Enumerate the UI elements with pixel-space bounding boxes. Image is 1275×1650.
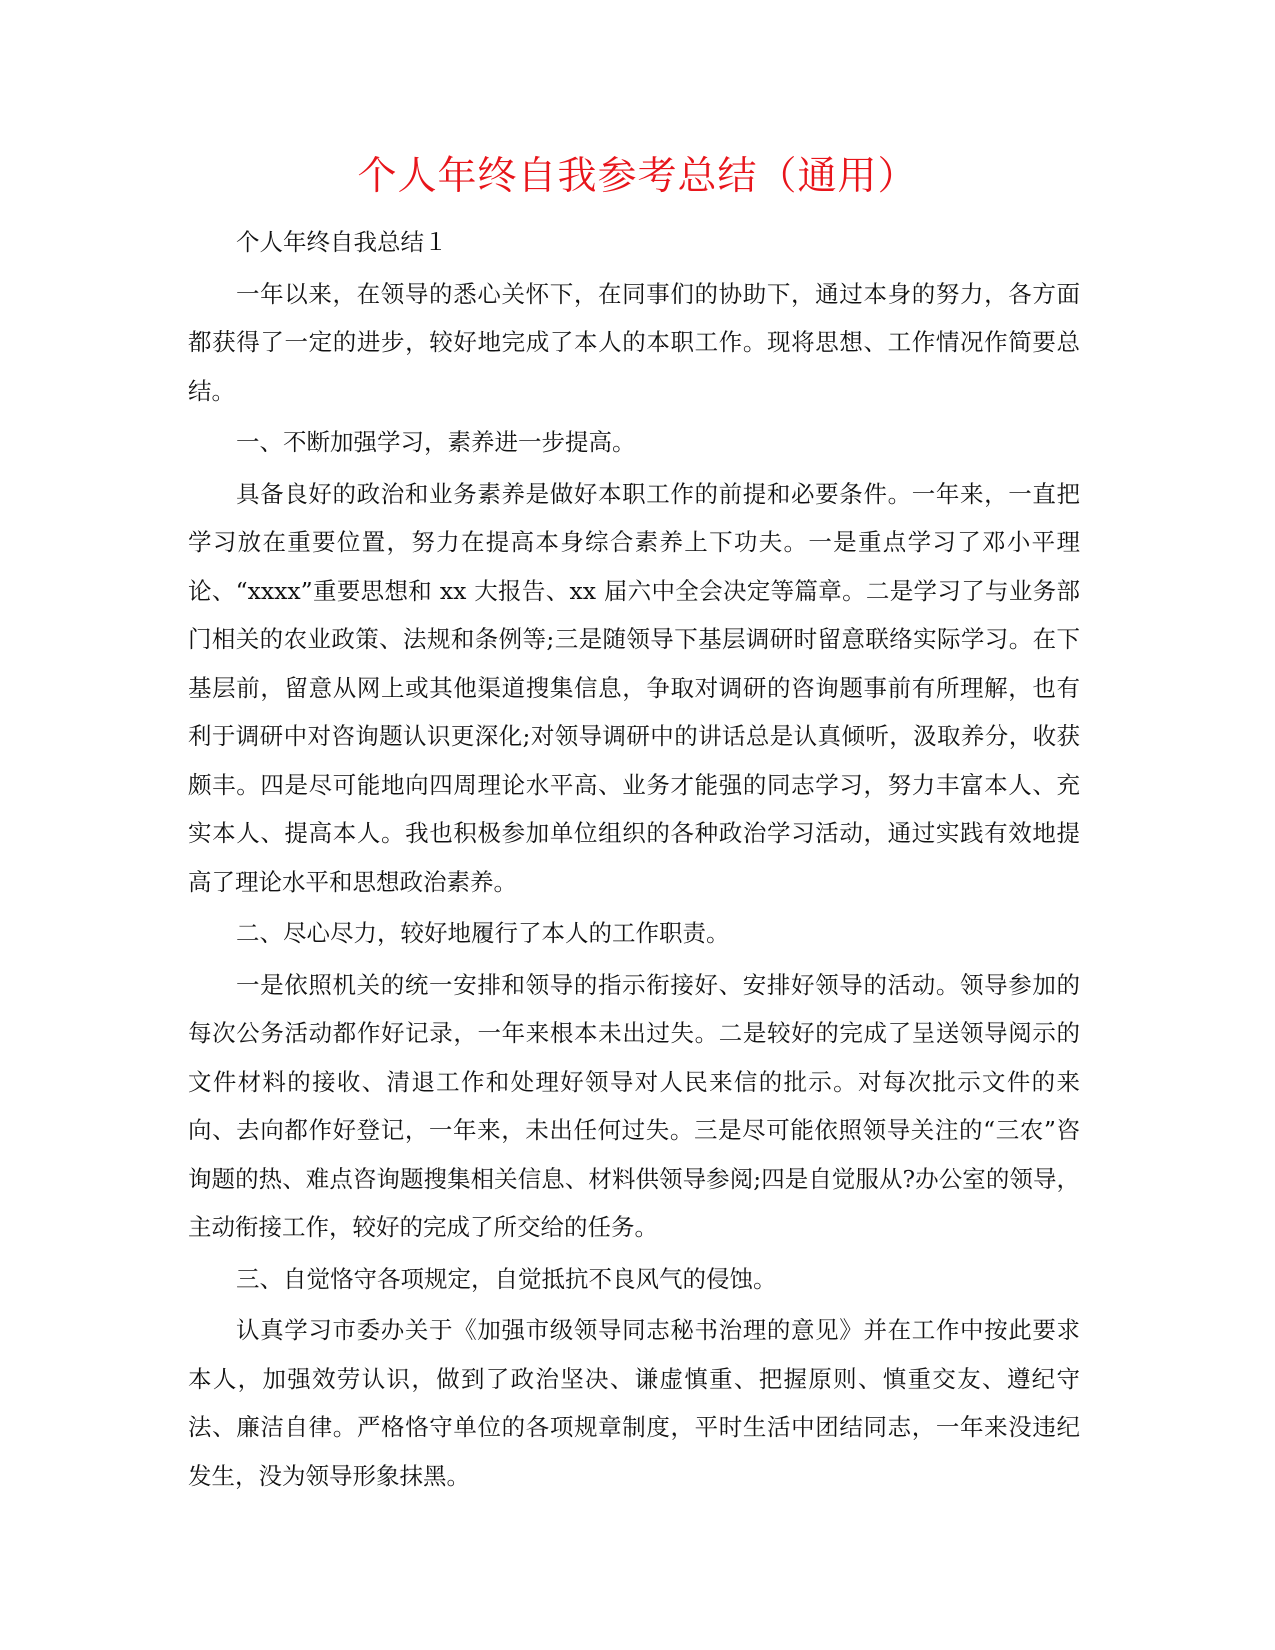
paragraph-heading-duties: 二、尽心尽力，较好地履行了本人的工作职责。 xyxy=(236,919,730,947)
paragraph-duties-body: 一是依照机关的统一安排和领导的指示衔接好、安排好领导的活动。领导参加的每次公务活动都作好记录，一年来根本未出过失。二是较好的完成了呈送领导阅示的文件材料的接收、清退工作和处理好领导对人民来信的批示。对每次批示文件的来向、去向都作好登记，一年来，未出任何过失。三是尽可能依照领导关注的“三农”咨询题的热、难点咨询题搜集相关信息、材料供领导参阅;四是自觉服从?办公室的领导，主动衔接工作，较好的完成了所交给的任务。 xyxy=(188,970,1080,1241)
paragraph-study-body: 具备良好的政治和业务素养是做好本职工作的前提和必要条件。一年来，一直把学习放在重要位置，努力在提高本身综合素养上下功夫。一是重点学习了邓小平理论、“xxxx”重要思想和 xx 大报告、xx 届六中全会决定等篇章。二是学习了与业务部门相关的农业政策、法规和条例等;三是随领导下基层调研时留意联络实际学习。在下基层前，留意从网上或其他渠道搜集信息，争取对调研的咨询题事前有所理解，也有利于调研中对咨询题认识更深化;对领导调研中的讲话总是认真倾听，汲取养分，收获颇丰。四是尽可能地向四周理论水平高、业务才能强的同志学习，努力丰富本人、充实本人、提高本人。我也积极参加单位组织的各种政治学习活动，通过实践有效地提高了理论水平和思想政治素养。 xyxy=(188,479,1080,896)
document-title: 个人年终自我参考总结（通用） xyxy=(357,154,918,199)
paragraph-section-heading-1: 个人年终自我总结１ xyxy=(236,228,448,256)
document-body xyxy=(188,218,1080,1503)
paragraph-heading-study: 一、不断加强学习，素养进一步提高。 xyxy=(236,428,636,456)
paragraph-heading-rules: 三、自觉恪守各项规定，自觉抵抗不良风气的侵蚀。 xyxy=(236,1264,777,1293)
paragraph-intro: 一年以来，在领导的悉心关怀下，在同事们的协助下，通过本身的努力，各方面都获得了一定的进步，较好地完成了本人的本职工作。现将思想、工作情况作简要总结。 xyxy=(188,279,1080,405)
paragraph-rules-body: 认真学习市委办关于《加强市级领导同志秘书治理的意见》并在工作中按此要求本人，加强效劳认识，做到了政治坚决、谦虚慎重、把握原则、慎重交友、遵纪守法、廉洁自律。严格恪守单位的各项规章制度，平时生活中团结同志，一年来没违纪发生，没为领导形象抹黑。 xyxy=(188,1316,1080,1490)
